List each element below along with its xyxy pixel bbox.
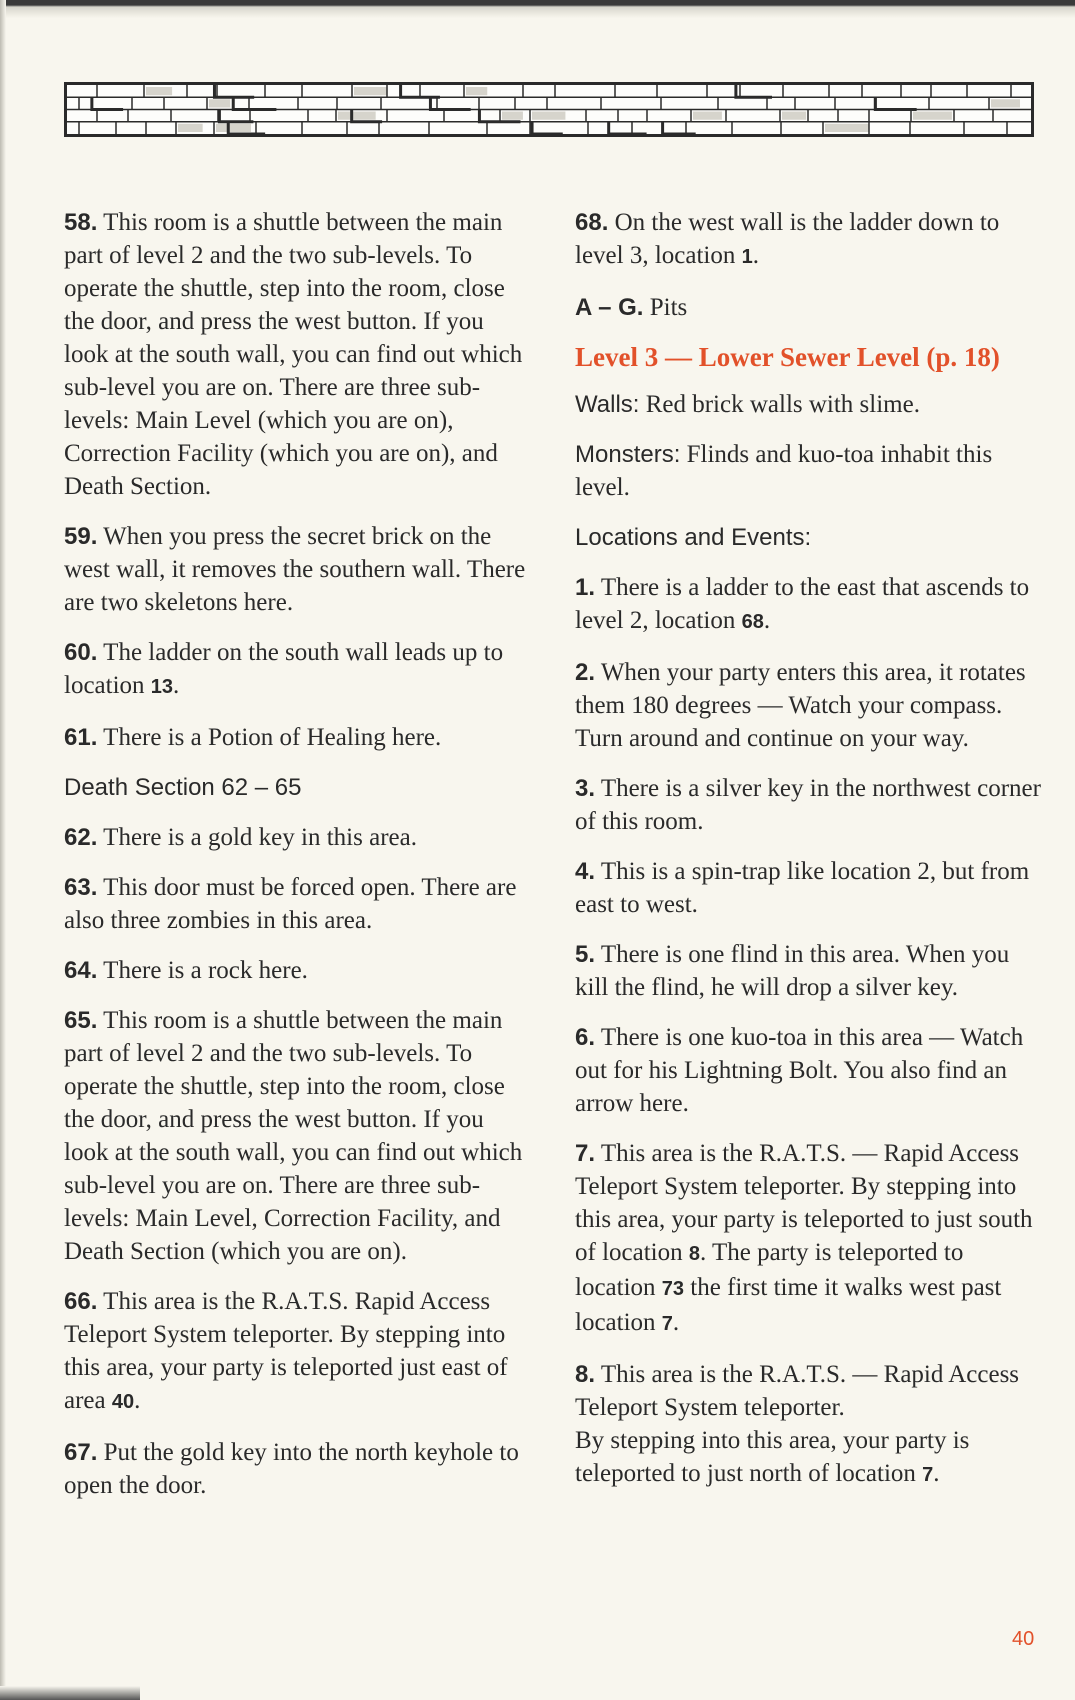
entry-text: There is one flind in this area. When you kill the flind, he will drop a silver key. — [575, 941, 1010, 1001]
entry-4 — [575, 855, 1045, 921]
entry-number: 61. — [64, 724, 98, 751]
entry-62 — [64, 821, 534, 854]
level-3-heading: Level 3 — Lower Sewer Level (p. 18) — [575, 342, 1000, 372]
entry-number: 7. — [575, 1140, 596, 1167]
walls-label: Walls: — [575, 391, 640, 418]
entry-text: This room is a shuttle between the main part of level 2 and the two sub-levels. To operate the shuttle, step into the room, close the door, and press the west button. If you look at the south wall, you can find out which sub-level you are on. There are three sub-levels: Main Level (which you are on), Correction Facility (which you are on), and Death Section. — [64, 209, 523, 500]
entry-8 — [575, 1358, 1045, 1492]
entry-text: There is a silver key in the northwest corner of this room. — [575, 775, 1041, 835]
entry-number: 8. — [575, 1361, 596, 1388]
page-number: 40 — [1012, 1628, 1035, 1650]
entry-text: There is one kuo-toa in this area — Watch out for his Lightning Bolt. You also find an arrow here. — [575, 1024, 1024, 1117]
entry-text: This is a spin-trap like location 2, but from east to west. — [575, 858, 1030, 918]
entry-65 — [64, 1004, 534, 1268]
entry-3 — [575, 772, 1045, 838]
walls-text: Red brick walls with slime. — [639, 391, 920, 418]
entry-text: When you press the secret brick on the west wall, it removes the southern wall. There are two skeletons here. — [64, 523, 526, 616]
right-column — [575, 206, 1045, 1509]
entry-number: 4. — [575, 858, 596, 885]
locations-heading: Locations and Events: — [575, 524, 812, 551]
entry-text: The ladder on the south wall leads up to location — [64, 639, 504, 699]
entry-number: 62. — [64, 824, 98, 851]
entry-text: There is a Potion of Healing here. — [97, 724, 442, 751]
brick-wall-banner-icon — [64, 82, 1034, 137]
location-ref: 68 — [741, 611, 764, 633]
entry-text: There is a rock here. — [97, 957, 308, 984]
entry-number: 6. — [575, 1024, 596, 1051]
entry-end: . — [763, 607, 771, 634]
entry-end: . — [752, 242, 759, 269]
death-section-heading: Death Section 62 – 65 — [64, 774, 302, 801]
entry-6 — [575, 1021, 1045, 1120]
monsters-label: Monsters: — [575, 441, 681, 468]
entry-end: . — [672, 1309, 680, 1336]
entry-text: This room is a shuttle between the main part of level 2 and the two sub-levels. To operate the shuttle, step into the room, close the door, and press the west button. If you look at the south wall, you can find out which sub-level you are on. There are three sub-levels: Main Level, Correction Facility, and Death Section (which you are on). — [64, 1007, 523, 1265]
left-column — [64, 206, 534, 1519]
entry-text: On the west wall is the ladder down to level 3, location — [575, 209, 1000, 269]
entry-number: 59. — [64, 523, 98, 550]
entry-end: . — [933, 1460, 940, 1487]
entry-end: . — [134, 1387, 141, 1414]
entry-60 — [64, 636, 534, 704]
location-ref: 8 — [688, 1243, 700, 1265]
entry-58 — [64, 206, 534, 503]
monsters-text: Flinds and kuo-toa inhabit this level. — [575, 441, 993, 501]
entry-63 — [64, 871, 534, 937]
entry-number: 68. — [575, 209, 609, 236]
entry-67 — [64, 1436, 534, 1502]
entry-text: There is a gold key in this area. — [97, 824, 417, 851]
entry-1 — [575, 571, 1045, 639]
entry-number: 66. — [64, 1288, 98, 1315]
entry-number: 67. — [64, 1439, 98, 1466]
entry-text: Pits — [643, 294, 688, 321]
entry-66 — [64, 1285, 534, 1419]
entry-number: 60. — [64, 639, 98, 666]
entry-pits — [575, 291, 1045, 324]
entry-text: This area is the R.A.T.S. — Rapid Access Teleport System teleporter. By stepping into this area, your party is teleported to just south of location — [575, 1140, 1033, 1266]
location-ref: 73 — [661, 1278, 685, 1300]
entry-number: 3. — [575, 775, 596, 802]
entry-2 — [575, 656, 1045, 755]
entry-text: This area is the R.A.T.S. Rapid Access Teleport System teleporter. By stepping into this area, your party is teleported just east of area — [64, 1288, 508, 1414]
monsters-info — [575, 438, 1045, 504]
entry-7 — [575, 1137, 1045, 1341]
scan-edge-top — [0, 0, 1075, 18]
location-ref: 7 — [922, 1464, 934, 1486]
entry-text: This area is the R.A.T.S. — Rapid Access Teleport System teleporter. — [575, 1361, 1020, 1421]
entry-text: This door must be forced open. There are also three zombies in this area. — [64, 874, 517, 934]
scan-edge-bottom — [0, 1686, 140, 1700]
entry-64 — [64, 954, 534, 987]
entry-68 — [575, 206, 1045, 274]
location-ref: 13 — [150, 676, 174, 698]
entry-number: 64. — [64, 957, 98, 984]
entry-number: 2. — [575, 659, 596, 686]
entry-number: 63. — [64, 874, 98, 901]
entry-number: 65. — [64, 1007, 98, 1034]
entry-text: There is a ladder to the east that ascends to level 2, location — [575, 574, 1030, 634]
scan-edge-left — [0, 0, 6, 1700]
entry-number: 58. — [64, 209, 98, 236]
entry-end: . — [173, 672, 180, 699]
entry-text: By stepping into this area, your party is teleported to just north of location — [575, 1427, 970, 1487]
entry-59 — [64, 520, 534, 619]
entry-text: When your party enters this area, it rotates them 180 degrees — Watch your compass. Turn around and continue on your way. — [575, 659, 1026, 752]
walls-info — [575, 388, 1045, 421]
entry-number: 1. — [575, 574, 596, 601]
entry-text: . The party is teleported to location — [575, 1239, 964, 1301]
entry-5 — [575, 938, 1045, 1004]
location-ref: 7 — [661, 1313, 673, 1335]
entry-number: A – G. — [575, 294, 644, 321]
entry-text: the first time it walks west past location — [575, 1274, 1002, 1336]
entry-text: Put the gold key into the north keyhole to open the door. — [64, 1439, 519, 1499]
entry-61 — [64, 721, 534, 754]
location-ref: 1 — [741, 246, 753, 268]
location-ref: 40 — [111, 1391, 135, 1413]
entry-number: 5. — [575, 941, 596, 968]
